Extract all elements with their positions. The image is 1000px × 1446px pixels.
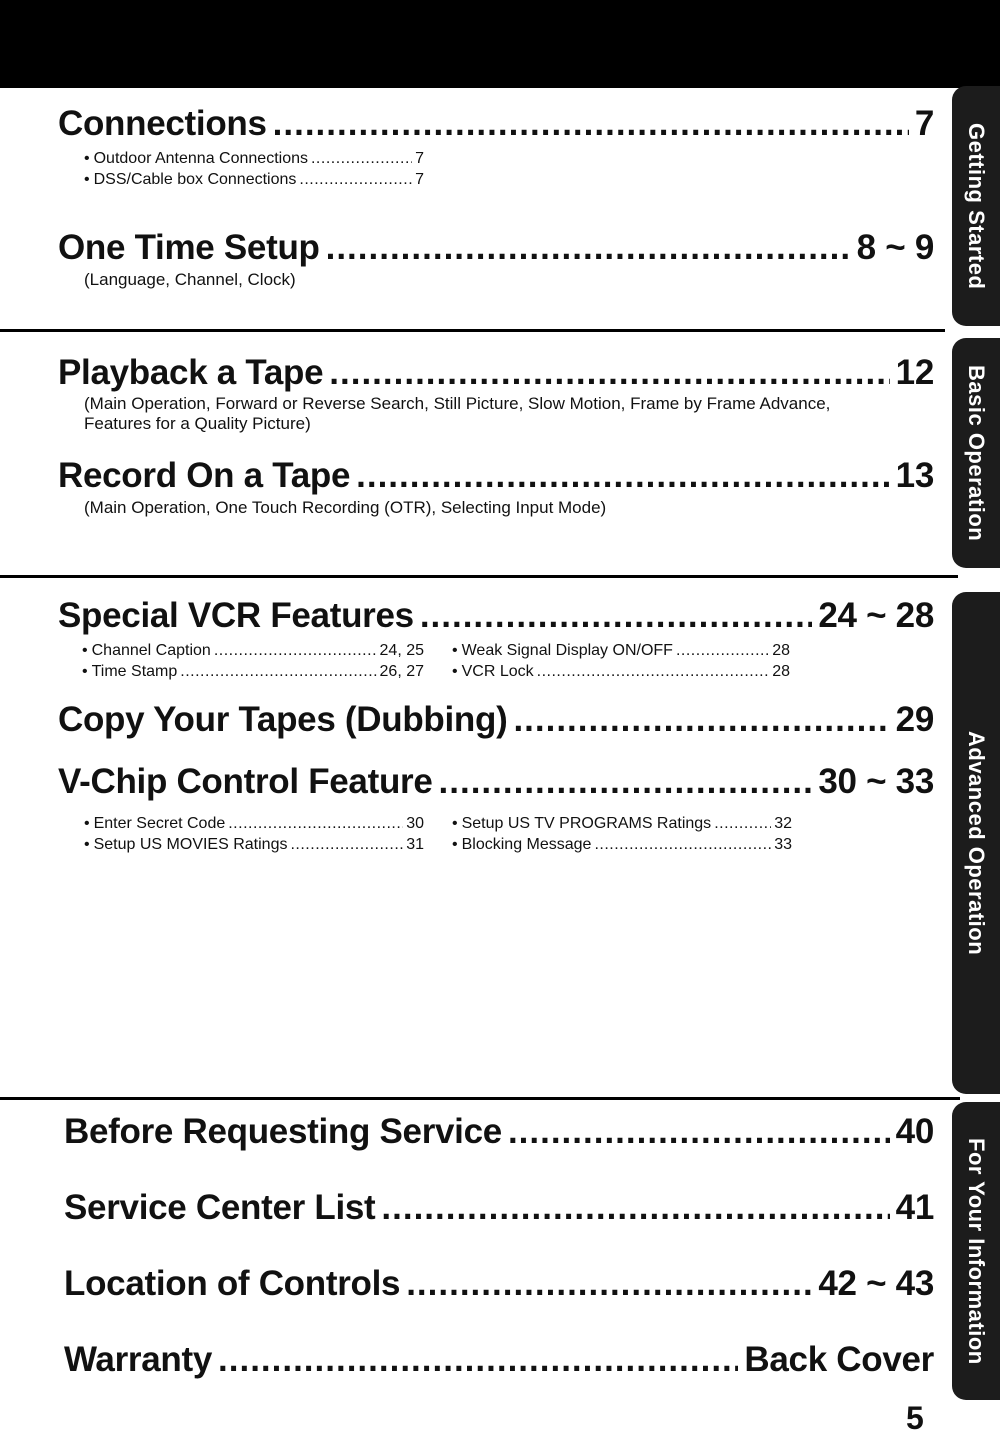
dot-leader: [381, 1188, 889, 1228]
section-divider: [0, 1097, 960, 1100]
bullet: •: [84, 836, 90, 853]
page-number: 5: [906, 1400, 924, 1436]
sub-list-vchip-right: [452, 813, 792, 855]
sub-page: 7: [415, 171, 424, 188]
entry-title: Location of Controls: [64, 1264, 401, 1303]
sub-label: Setup US TV PROGRAMS Ratings: [461, 815, 712, 832]
sub-item[interactable]: [452, 661, 790, 682]
sub-list-special-left: [82, 640, 424, 682]
sub-item[interactable]: [452, 813, 792, 834]
toc-entry-record[interactable]: [58, 456, 934, 496]
toc-entry-warranty[interactable]: [64, 1340, 934, 1380]
sub-page: 24, 25: [379, 642, 424, 659]
sub-item[interactable]: [84, 169, 424, 190]
sub-label: Channel Caption: [91, 642, 211, 659]
entry-title: Playback a Tape: [58, 353, 324, 392]
entry-page: 12: [895, 353, 934, 392]
dot-leader: [439, 762, 813, 802]
bullet: •: [452, 836, 458, 853]
sub-item[interactable]: [82, 661, 424, 682]
entry-title: Warranty: [64, 1340, 213, 1379]
entry-page: 29: [895, 700, 934, 739]
toc-entry-special-vcr[interactable]: [58, 596, 934, 636]
entry-page: 13: [895, 456, 934, 495]
entry-page: 40: [895, 1112, 934, 1151]
entry-page: 42 ~ 43: [818, 1264, 934, 1303]
header-band: [0, 0, 1000, 88]
dot-leader: [214, 640, 377, 661]
dot-leader: [299, 169, 412, 190]
side-tab-advanced-operation[interactable]: [952, 592, 1000, 1094]
sub-item[interactable]: [452, 834, 792, 855]
side-tab-basic-operation[interactable]: [952, 338, 1000, 568]
entry-page: 7: [914, 104, 934, 143]
sub-item[interactable]: [84, 834, 424, 855]
sub-page: 28: [772, 642, 790, 659]
side-tab-for-your-information[interactable]: [952, 1102, 1000, 1400]
entry-title: V-Chip Control Feature: [58, 762, 433, 801]
toc-entry-connections[interactable]: [58, 104, 934, 144]
sub-label: Outdoor Antenna Connections: [93, 150, 308, 167]
sub-item[interactable]: [82, 640, 424, 661]
sub-page: 30: [406, 815, 424, 832]
toc-entry-v-chip[interactable]: [58, 762, 934, 802]
bullet: •: [452, 815, 458, 832]
sub-item[interactable]: [84, 813, 424, 834]
sub-page: 31: [406, 836, 424, 853]
side-tab-label: Getting Started: [964, 122, 989, 290]
section-divider: [0, 575, 958, 578]
entry-note: (Main Operation, Forward or Reverse Search, Still Picture, Slow Motion, Frame by Frame Advance, Features for a Quality Picture): [84, 394, 831, 433]
dot-leader: [228, 813, 403, 834]
toc-entry-location-controls[interactable]: [64, 1264, 934, 1304]
sub-list-special-right: [452, 640, 790, 682]
sub-item[interactable]: [452, 640, 790, 661]
dot-leader: [273, 104, 909, 144]
dot-leader: [508, 1112, 890, 1152]
entry-page: Back Cover: [744, 1340, 934, 1379]
dot-leader: [420, 596, 813, 636]
entry-note: (Main Operation, One Touch Recording (OTR), Selecting Input Mode): [84, 498, 607, 517]
dot-leader: [218, 1340, 738, 1380]
sub-label: Blocking Message: [461, 836, 592, 853]
sub-page: 28: [772, 663, 790, 680]
side-tab-label: Advanced Operation: [964, 730, 989, 956]
dot-leader: [326, 228, 851, 268]
sub-label: Time Stamp: [91, 663, 178, 680]
dot-leader: [594, 834, 771, 855]
toc-entry-one-time-setup[interactable]: [58, 228, 934, 268]
sub-page: 26, 27: [379, 663, 424, 680]
toc-entry-playback[interactable]: [58, 353, 934, 393]
bullet: •: [84, 815, 90, 832]
entry-page: 8 ~ 9: [856, 228, 934, 267]
bullet: •: [452, 663, 458, 680]
toc-entry-copy-tapes[interactable]: [58, 700, 934, 740]
entry-page: 41: [895, 1188, 934, 1227]
entry-title: Before Requesting Service: [64, 1112, 502, 1151]
dot-leader: [290, 834, 403, 855]
sub-label: Setup US MOVIES Ratings: [93, 836, 288, 853]
sub-label: VCR Lock: [461, 663, 534, 680]
dot-leader: [714, 813, 771, 834]
entry-title: Record On a Tape: [58, 456, 351, 495]
side-tab-getting-started[interactable]: [952, 86, 1000, 326]
entry-note: (Language, Channel, Clock): [84, 270, 296, 289]
entry-page: 24 ~ 28: [818, 596, 934, 635]
side-tab-label: For Your Information: [964, 1137, 989, 1365]
section-divider: [0, 329, 945, 332]
toc-entry-before-service[interactable]: [64, 1112, 934, 1152]
dot-leader: [406, 1264, 812, 1304]
sub-item[interactable]: [84, 148, 424, 169]
dot-leader: [180, 661, 376, 682]
bullet: •: [82, 663, 88, 680]
sub-label: DSS/Cable box Connections: [93, 171, 297, 188]
side-tab-label: Basic Operation: [964, 364, 989, 542]
sub-page: 32: [774, 815, 792, 832]
sub-label: Enter Secret Code: [93, 815, 226, 832]
bullet: •: [84, 171, 90, 188]
entry-page: 30 ~ 33: [818, 762, 934, 801]
sub-page: 7: [415, 150, 424, 167]
dot-leader: [513, 700, 889, 740]
entry-title: One Time Setup: [58, 228, 320, 267]
entry-title: Special VCR Features: [58, 596, 414, 635]
dot-leader: [311, 148, 412, 169]
entry-title: Service Center List: [64, 1188, 376, 1227]
sub-label: Weak Signal Display ON/OFF: [461, 642, 673, 659]
sub-page: 33: [774, 836, 792, 853]
entry-title: Copy Your Tapes (Dubbing): [58, 700, 508, 739]
sub-list-vchip-left: [84, 813, 424, 855]
dot-leader: [329, 353, 889, 393]
toc-entry-service-center[interactable]: [64, 1188, 934, 1228]
bullet: •: [84, 150, 90, 167]
entry-title: Connections: [58, 104, 267, 143]
bullet: •: [452, 642, 458, 659]
dot-leader: [537, 661, 770, 682]
dot-leader: [356, 456, 890, 496]
bullet: •: [82, 642, 88, 659]
dot-leader: [676, 640, 769, 661]
sub-list-connections: [84, 148, 424, 190]
